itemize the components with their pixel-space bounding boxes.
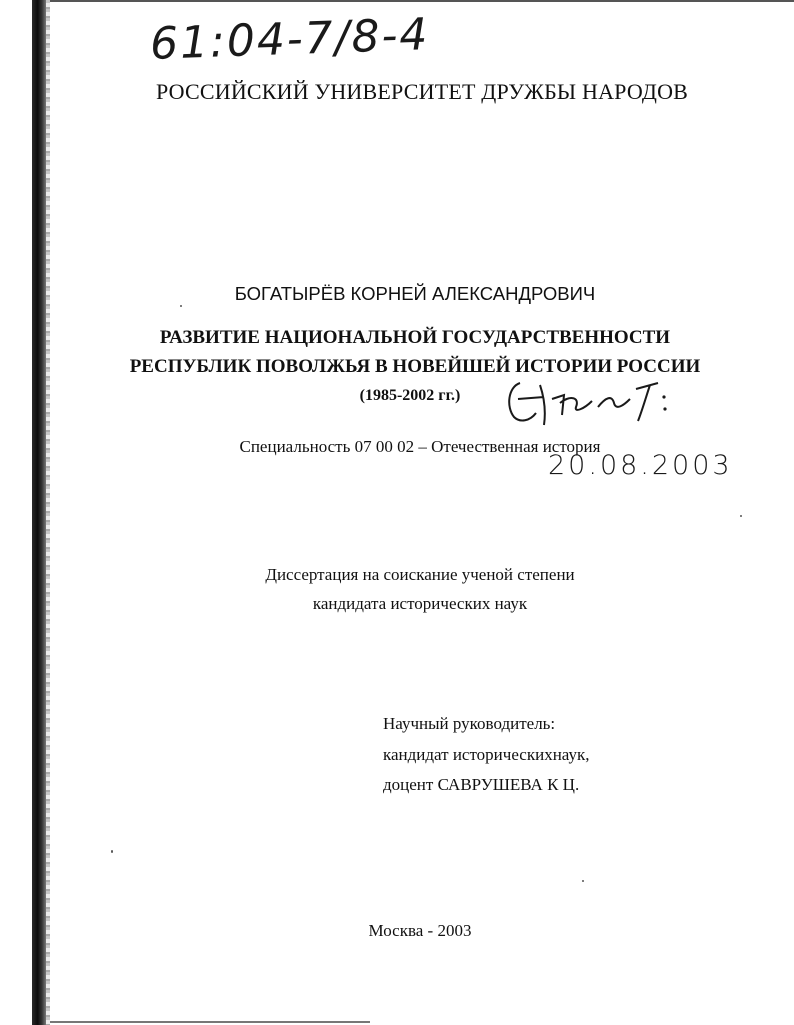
degree-line-1: Диссертация на соискание ученой степени [265,565,575,584]
scan-speck [740,515,742,517]
scan-binding-shadow [46,0,50,1025]
scan-top-border [50,0,794,2]
advisor-heading: Научный руководитель: [383,714,556,733]
dissertation-title-line-2: РЕСПУБЛИК ПОВОЛЖЬЯ В НОВЕЙШЕЙ ИСТОРИИ РОССИИ [129,356,701,377]
city-year: Москва - 2003 [368,921,472,940]
handwritten-date: 20.08.2003 [548,450,733,481]
dissertation-title-line-1: РАЗВИТИЕ НАЦИОНАЛЬНОЙ ГОСУДАРСТВЕННОСТИ [159,327,671,348]
specialty-line: Специальность 07 00 02 – Отечественная история [239,437,601,456]
author-name: БОГАТЫРЁВ КОРНЕЙ АЛЕКСАНДРОВИЧ [234,283,596,304]
handwritten-signature [500,377,670,429]
advisor-degree: кандидат историческихнаук, [383,745,590,764]
advisor-name: доцент САВРУШЕВА К Ц. [383,775,580,794]
scan-bottom-border [50,1021,370,1023]
dissertation-period: (1985-2002 гг.) [359,387,461,404]
handwritten-archive-code: 61:04-7/8-4 [149,9,431,70]
scan-speck [582,880,584,882]
scan-speck [180,305,182,307]
scan-binding-edge [32,0,46,1025]
scan-speck [111,850,113,853]
degree-line-2: кандидата исторических наук [312,594,528,613]
university-name: РОССИЙСКИЙ УНИВЕРСИТЕТ ДРУЖБЫ НАРОДОВ [155,79,689,104]
